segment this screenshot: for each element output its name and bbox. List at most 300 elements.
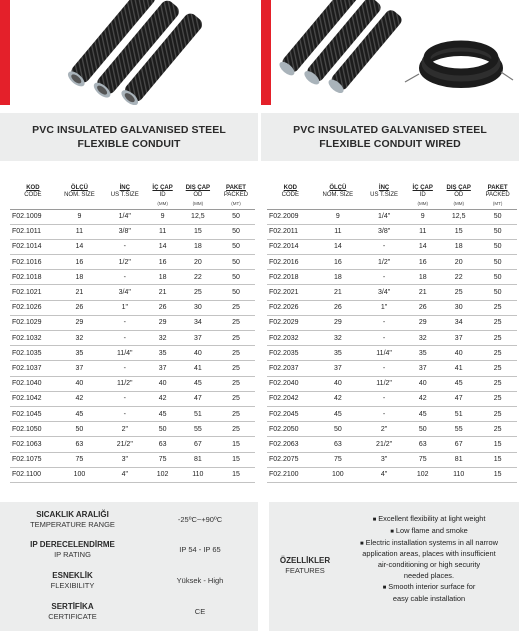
cell-od: 41 [439, 361, 478, 376]
cell-nom-size: 14 [314, 239, 362, 254]
cell-packed: 50 [478, 224, 517, 239]
cell-nom-size: 18 [314, 270, 362, 285]
cell-id: 18 [406, 270, 439, 285]
conduit-coil-icon [261, 0, 519, 105]
cell-inch: 4" [103, 467, 146, 482]
cell-id: 21 [146, 285, 178, 300]
cell-inch: - [103, 361, 146, 376]
cell-nom-size: 75 [314, 452, 362, 467]
bullet-icon: ■ [390, 528, 394, 535]
cell-inch: 11/4" [362, 346, 406, 361]
cell-packed: 50 [217, 224, 255, 239]
features-box [269, 502, 519, 631]
table-row [10, 270, 255, 285]
table-row [10, 406, 255, 421]
table-row [10, 300, 255, 315]
spec-table-left [10, 185, 255, 483]
cell-inch: - [362, 239, 406, 254]
cell-packed: 25 [217, 406, 255, 421]
feature-text: easy cable installation [392, 593, 466, 603]
cell-code: F02.1014 [10, 239, 56, 254]
cell-inch: - [103, 239, 146, 254]
cell-nom-size: 26 [314, 300, 362, 315]
cell-inch: 1/4" [103, 209, 146, 224]
feature-item [339, 594, 519, 605]
table-row [267, 452, 517, 467]
cell-packed: 50 [217, 285, 255, 300]
cell-nom-size: 11 [314, 224, 362, 239]
cell-packed: 25 [217, 422, 255, 437]
table-row [267, 391, 517, 406]
cell-code: F02.2042 [267, 391, 314, 406]
cell-nom-size: 42 [314, 391, 362, 406]
property-label-tr: SICAKLIK ARALIĞI [36, 510, 109, 519]
cell-code: F02.1029 [10, 315, 56, 330]
features-label-en: FEATURES [285, 566, 325, 575]
cell-id: 42 [406, 391, 439, 406]
cell-id: 63 [146, 437, 178, 452]
spec-table-body-right [267, 209, 517, 482]
unit-od: (MM) [179, 199, 217, 209]
cell-od: 51 [439, 406, 478, 421]
table-row [10, 376, 255, 391]
cell-id: 18 [146, 270, 178, 285]
cell-od: 20 [179, 255, 217, 270]
cell-packed: 50 [478, 270, 517, 285]
unit-packed: (MT) [478, 199, 517, 209]
bullet-icon: ■ [360, 540, 364, 547]
cell-id: 35 [406, 346, 439, 361]
cell-od: 30 [439, 300, 478, 315]
cell-od: 51 [179, 406, 217, 421]
product-title-band-right [261, 113, 519, 161]
cell-inch: 1/2" [103, 255, 146, 270]
header-packed: PAKET PACKED [223, 185, 249, 198]
cell-id: 75 [146, 452, 178, 467]
table-row [267, 376, 517, 391]
cell-od: 25 [439, 285, 478, 300]
table-row [10, 209, 255, 224]
cell-od: 110 [179, 467, 217, 482]
cell-packed: 25 [478, 315, 517, 330]
cell-nom-size: 32 [56, 331, 103, 346]
cell-od: 25 [179, 285, 217, 300]
cell-nom-size: 50 [314, 422, 362, 437]
cell-code: F02.2026 [267, 300, 314, 315]
cell-packed: 25 [478, 300, 517, 315]
spec-table-right [267, 185, 517, 483]
cell-code: F02.1075 [10, 452, 56, 467]
cell-id: 37 [406, 361, 439, 376]
property-label-tr: SERTİFİKA [51, 602, 94, 611]
cell-inch: 3" [362, 452, 406, 467]
cell-packed: 25 [478, 376, 517, 391]
cell-id: 75 [406, 452, 439, 467]
header-nom-size: ÖLÇÜ NOM. SIZE [64, 185, 95, 198]
feature-item [339, 514, 519, 526]
cell-nom-size: 9 [56, 209, 103, 224]
table-header-row [267, 185, 517, 199]
cell-od: 40 [179, 346, 217, 361]
table-row [267, 437, 517, 452]
cell-nom-size: 26 [56, 300, 103, 315]
cell-id: 29 [146, 315, 178, 330]
cell-packed: 50 [478, 209, 517, 224]
cell-id: 45 [146, 406, 178, 421]
cell-packed: 15 [217, 452, 255, 467]
unit-id: (MM) [406, 199, 439, 209]
cell-id: 21 [406, 285, 439, 300]
cell-packed: 25 [217, 315, 255, 330]
cell-id: 102 [146, 467, 178, 482]
properties-box [0, 502, 258, 631]
cell-od: 55 [439, 422, 478, 437]
cell-code: F02.2014 [267, 239, 314, 254]
table-row [10, 391, 255, 406]
cell-inch: - [103, 270, 146, 285]
table-row [267, 255, 517, 270]
cell-od: 47 [179, 391, 217, 406]
cell-packed: 50 [217, 239, 255, 254]
cell-id: 40 [406, 376, 439, 391]
cell-nom-size: 16 [56, 255, 103, 270]
cell-code: F02.1032 [10, 331, 56, 346]
cell-id: 14 [406, 239, 439, 254]
feature-item [339, 526, 519, 538]
cell-nom-size: 63 [314, 437, 362, 452]
cell-code: F02.2035 [267, 346, 314, 361]
cell-od: 41 [179, 361, 217, 376]
bullet-icon: ■ [372, 517, 377, 523]
cell-packed: 15 [217, 437, 255, 452]
cell-nom-size: 75 [56, 452, 103, 467]
cell-od: 15 [179, 224, 217, 239]
table-row [267, 346, 517, 361]
property-value: IP 54 - IP 65 [179, 545, 221, 554]
cell-id: 26 [406, 300, 439, 315]
cell-packed: 25 [478, 391, 517, 406]
cell-code: F02.2018 [267, 270, 314, 285]
cell-nom-size: 50 [56, 422, 103, 437]
property-value: -25ºC~+90ºC [177, 515, 223, 524]
table-row [267, 422, 517, 437]
table-row [267, 239, 517, 254]
cell-nom-size: 9 [314, 209, 362, 224]
cell-nom-size: 45 [56, 406, 103, 421]
cell-nom-size: 21 [56, 285, 103, 300]
cell-inch: - [103, 391, 146, 406]
cell-packed: 50 [478, 239, 517, 254]
cell-code: F02.1100 [10, 467, 56, 482]
property-label-en: TEMPERATURE RANGE [30, 520, 115, 529]
table-row [10, 239, 255, 254]
cell-nom-size: 40 [56, 376, 103, 391]
header-code: KOD CODE [24, 185, 42, 198]
cell-code: F02.2075 [267, 452, 314, 467]
cell-nom-size: 16 [314, 255, 362, 270]
cell-inch: - [362, 406, 406, 421]
cell-od: 67 [179, 437, 217, 452]
feature-text: Smooth interior surface for [388, 581, 476, 591]
table-row [10, 452, 255, 467]
cell-id: 37 [146, 361, 178, 376]
cell-id: 50 [146, 422, 178, 437]
cell-nom-size: 100 [56, 467, 103, 482]
cell-nom-size: 32 [314, 331, 362, 346]
cell-inch: 21/2" [362, 437, 406, 452]
cell-inch: 3" [103, 452, 146, 467]
feature-text: application areas, places with insufficient [362, 549, 496, 559]
cell-inch: 2" [103, 422, 146, 437]
bullet-icon: ■ [382, 584, 387, 591]
property-label-tr: ESNEKLİK [52, 571, 93, 580]
cell-od: 18 [439, 239, 478, 254]
cell-packed: 50 [217, 270, 255, 285]
cell-inch: - [362, 315, 406, 330]
cell-packed: 25 [478, 422, 517, 437]
cell-packed: 50 [217, 209, 255, 224]
cell-inch: - [103, 406, 146, 421]
cell-nom-size: 18 [56, 270, 103, 285]
cell-code: F02.1037 [10, 361, 56, 376]
cell-nom-size: 40 [314, 376, 362, 391]
table-row [267, 285, 517, 300]
table-row [10, 346, 255, 361]
cell-nom-size: 35 [56, 346, 103, 361]
property-label-en: CERTIFICATE [48, 612, 97, 621]
cell-code: F02.1026 [10, 300, 56, 315]
cell-id: 40 [146, 376, 178, 391]
features-label-tr: ÖZELLİKLER [279, 556, 331, 565]
cell-code: F02.2011 [267, 224, 314, 239]
cell-code: F02.1018 [10, 270, 56, 285]
product-title-left: PVC INSULATED GALVANISED STEEL FLEXIBLE CONDUIT [32, 124, 226, 150]
cell-id: 45 [406, 406, 439, 421]
unit-row [267, 199, 517, 209]
cell-inch: - [103, 331, 146, 346]
product-photo-left [0, 0, 258, 105]
feature-item [339, 549, 519, 560]
feature-text: Excellent flexibility at light weight [378, 514, 486, 523]
table-row [267, 315, 517, 330]
cell-packed: 25 [478, 346, 517, 361]
cell-code: F02.2009 [267, 209, 314, 224]
cell-id: 32 [146, 331, 178, 346]
cell-inch: 3/4" [362, 285, 406, 300]
cell-nom-size: 42 [56, 391, 103, 406]
cell-code: F02.1040 [10, 376, 56, 391]
cell-packed: 25 [478, 406, 517, 421]
cell-code: F02.1045 [10, 406, 56, 421]
cell-id: 26 [146, 300, 178, 315]
cell-od: 12,5 [439, 209, 478, 224]
cell-inch: - [362, 331, 406, 346]
cell-code: F02.1011 [10, 224, 56, 239]
cell-inch: - [362, 391, 406, 406]
product-photo-right [261, 0, 519, 105]
cell-nom-size: 37 [56, 361, 103, 376]
product-title-right: PVC INSULATED GALVANISED STEEL FLEXIBLE CONDUIT WIRED [293, 124, 487, 150]
table-header-row [10, 185, 255, 199]
cell-packed: 25 [217, 391, 255, 406]
header-od: DIŞ ÇAP OD [446, 185, 471, 198]
features-list [339, 514, 519, 604]
cell-nom-size: 21 [314, 285, 362, 300]
cell-id: 50 [406, 422, 439, 437]
cell-id: 102 [406, 467, 439, 482]
cell-packed: 25 [478, 331, 517, 346]
table-row [10, 422, 255, 437]
cell-inch: 1" [103, 300, 146, 315]
table-row [267, 361, 517, 376]
cell-id: 29 [406, 315, 439, 330]
conduit-photo-icon [0, 0, 258, 105]
table-row [10, 255, 255, 270]
feature-item [339, 560, 519, 571]
unit-od: (MM) [439, 199, 478, 209]
cell-packed: 25 [217, 346, 255, 361]
header-packed: PAKET PACKED [485, 185, 510, 198]
header-id: İÇ ÇAP ID [412, 185, 433, 198]
table-row [10, 467, 255, 482]
property-value: Yüksek - High [176, 576, 224, 585]
cell-od: 18 [179, 239, 217, 254]
cell-packed: 50 [478, 255, 517, 270]
cell-code: F02.2100 [267, 467, 314, 482]
cell-code: F02.2021 [267, 285, 314, 300]
cell-code: F02.2050 [267, 422, 314, 437]
cell-packed: 50 [217, 255, 255, 270]
table-row [10, 331, 255, 346]
cell-inch: 3/8" [362, 224, 406, 239]
cell-inch: 1/2" [362, 255, 406, 270]
table-row [10, 437, 255, 452]
cell-nom-size: 29 [314, 315, 362, 330]
cell-inch: 3/8" [103, 224, 146, 239]
feature-text: Electric installation systems in all narrow [365, 537, 498, 547]
cell-inch: 11/2" [362, 376, 406, 391]
cell-inch: - [362, 270, 406, 285]
cell-inch: 2" [362, 422, 406, 437]
table-row [267, 300, 517, 315]
header-code: KOD CODE [281, 185, 300, 198]
cell-code: F02.2045 [267, 406, 314, 421]
cell-packed: 25 [217, 376, 255, 391]
product-title-band-left [0, 113, 258, 161]
cell-od: 45 [439, 376, 478, 391]
cell-od: 81 [439, 452, 478, 467]
cell-code: F02.2016 [267, 255, 314, 270]
cell-packed: 50 [478, 285, 517, 300]
cell-od: 47 [439, 391, 478, 406]
header-inch: İNÇ US T.SIZE [370, 185, 399, 198]
feature-text: needed places. [403, 570, 455, 580]
cell-od: 55 [179, 422, 217, 437]
spec-table-body-left [10, 209, 255, 482]
cell-id: 42 [146, 391, 178, 406]
cell-nom-size: 100 [314, 467, 362, 482]
cell-packed: 15 [478, 467, 517, 482]
cell-nom-size: 35 [314, 346, 362, 361]
unit-packed: (MT) [217, 199, 255, 209]
cell-id: 9 [406, 209, 439, 224]
table-row [267, 331, 517, 346]
cell-id: 32 [406, 331, 439, 346]
cell-code: F02.1035 [10, 346, 56, 361]
cell-nom-size: 63 [56, 437, 103, 452]
cell-od: 20 [439, 255, 478, 270]
cell-id: 16 [146, 255, 178, 270]
cell-inch: 1" [362, 300, 406, 315]
property-label-en: FLEXIBILITY [50, 581, 95, 590]
cell-packed: 15 [217, 467, 255, 482]
feature-item [339, 582, 519, 594]
cell-od: 22 [439, 270, 478, 285]
cell-od: 30 [179, 300, 217, 315]
feature-text: Low flame and smoke [395, 525, 468, 535]
cell-packed: 15 [478, 452, 517, 467]
property-label-tr: IP DERECELENDİRME [30, 540, 115, 549]
right-product-panel [261, 0, 519, 479]
cell-od: 45 [179, 376, 217, 391]
features-label [269, 556, 341, 576]
cell-inch: 11/2" [103, 376, 146, 391]
feature-text: air-conditioning or high security [377, 560, 481, 570]
cell-packed: 25 [217, 300, 255, 315]
cell-inch: 1/4" [362, 209, 406, 224]
cell-od: 110 [439, 467, 478, 482]
cell-id: 11 [146, 224, 178, 239]
table-row [10, 361, 255, 376]
cell-packed: 25 [217, 361, 255, 376]
cell-nom-size: 29 [56, 315, 103, 330]
property-label-en: IP RATING [54, 550, 91, 559]
cell-od: 37 [179, 331, 217, 346]
unit-id: (MM) [146, 199, 178, 209]
cell-code: F02.1009 [10, 209, 56, 224]
cell-od: 34 [179, 315, 217, 330]
header-nom-size: ÖLÇÜ NOM. SIZE [322, 185, 354, 198]
unit-row [10, 199, 255, 209]
feature-item [339, 538, 519, 550]
cell-inch: 21/2" [103, 437, 146, 452]
cell-id: 9 [146, 209, 178, 224]
cell-inch: 11/4" [103, 346, 146, 361]
cell-code: F02.1063 [10, 437, 56, 452]
cell-id: 35 [146, 346, 178, 361]
cell-id: 11 [406, 224, 439, 239]
cell-code: F02.2032 [267, 331, 314, 346]
table-row [267, 406, 517, 421]
cell-packed: 25 [478, 361, 517, 376]
cell-nom-size: 45 [314, 406, 362, 421]
cell-nom-size: 37 [314, 361, 362, 376]
cell-id: 14 [146, 239, 178, 254]
cell-od: 67 [439, 437, 478, 452]
cell-code: F02.2063 [267, 437, 314, 452]
cell-code: F02.2029 [267, 315, 314, 330]
left-product-panel [0, 0, 258, 479]
cell-id: 16 [406, 255, 439, 270]
header-id: İÇ ÇAP ID [152, 185, 173, 198]
cell-packed: 15 [478, 437, 517, 452]
header-od: DIŞ ÇAP OD [185, 185, 211, 198]
table-row [10, 315, 255, 330]
cell-id: 63 [406, 437, 439, 452]
cell-inch: 3/4" [103, 285, 146, 300]
cell-od: 37 [439, 331, 478, 346]
cell-inch: - [103, 315, 146, 330]
